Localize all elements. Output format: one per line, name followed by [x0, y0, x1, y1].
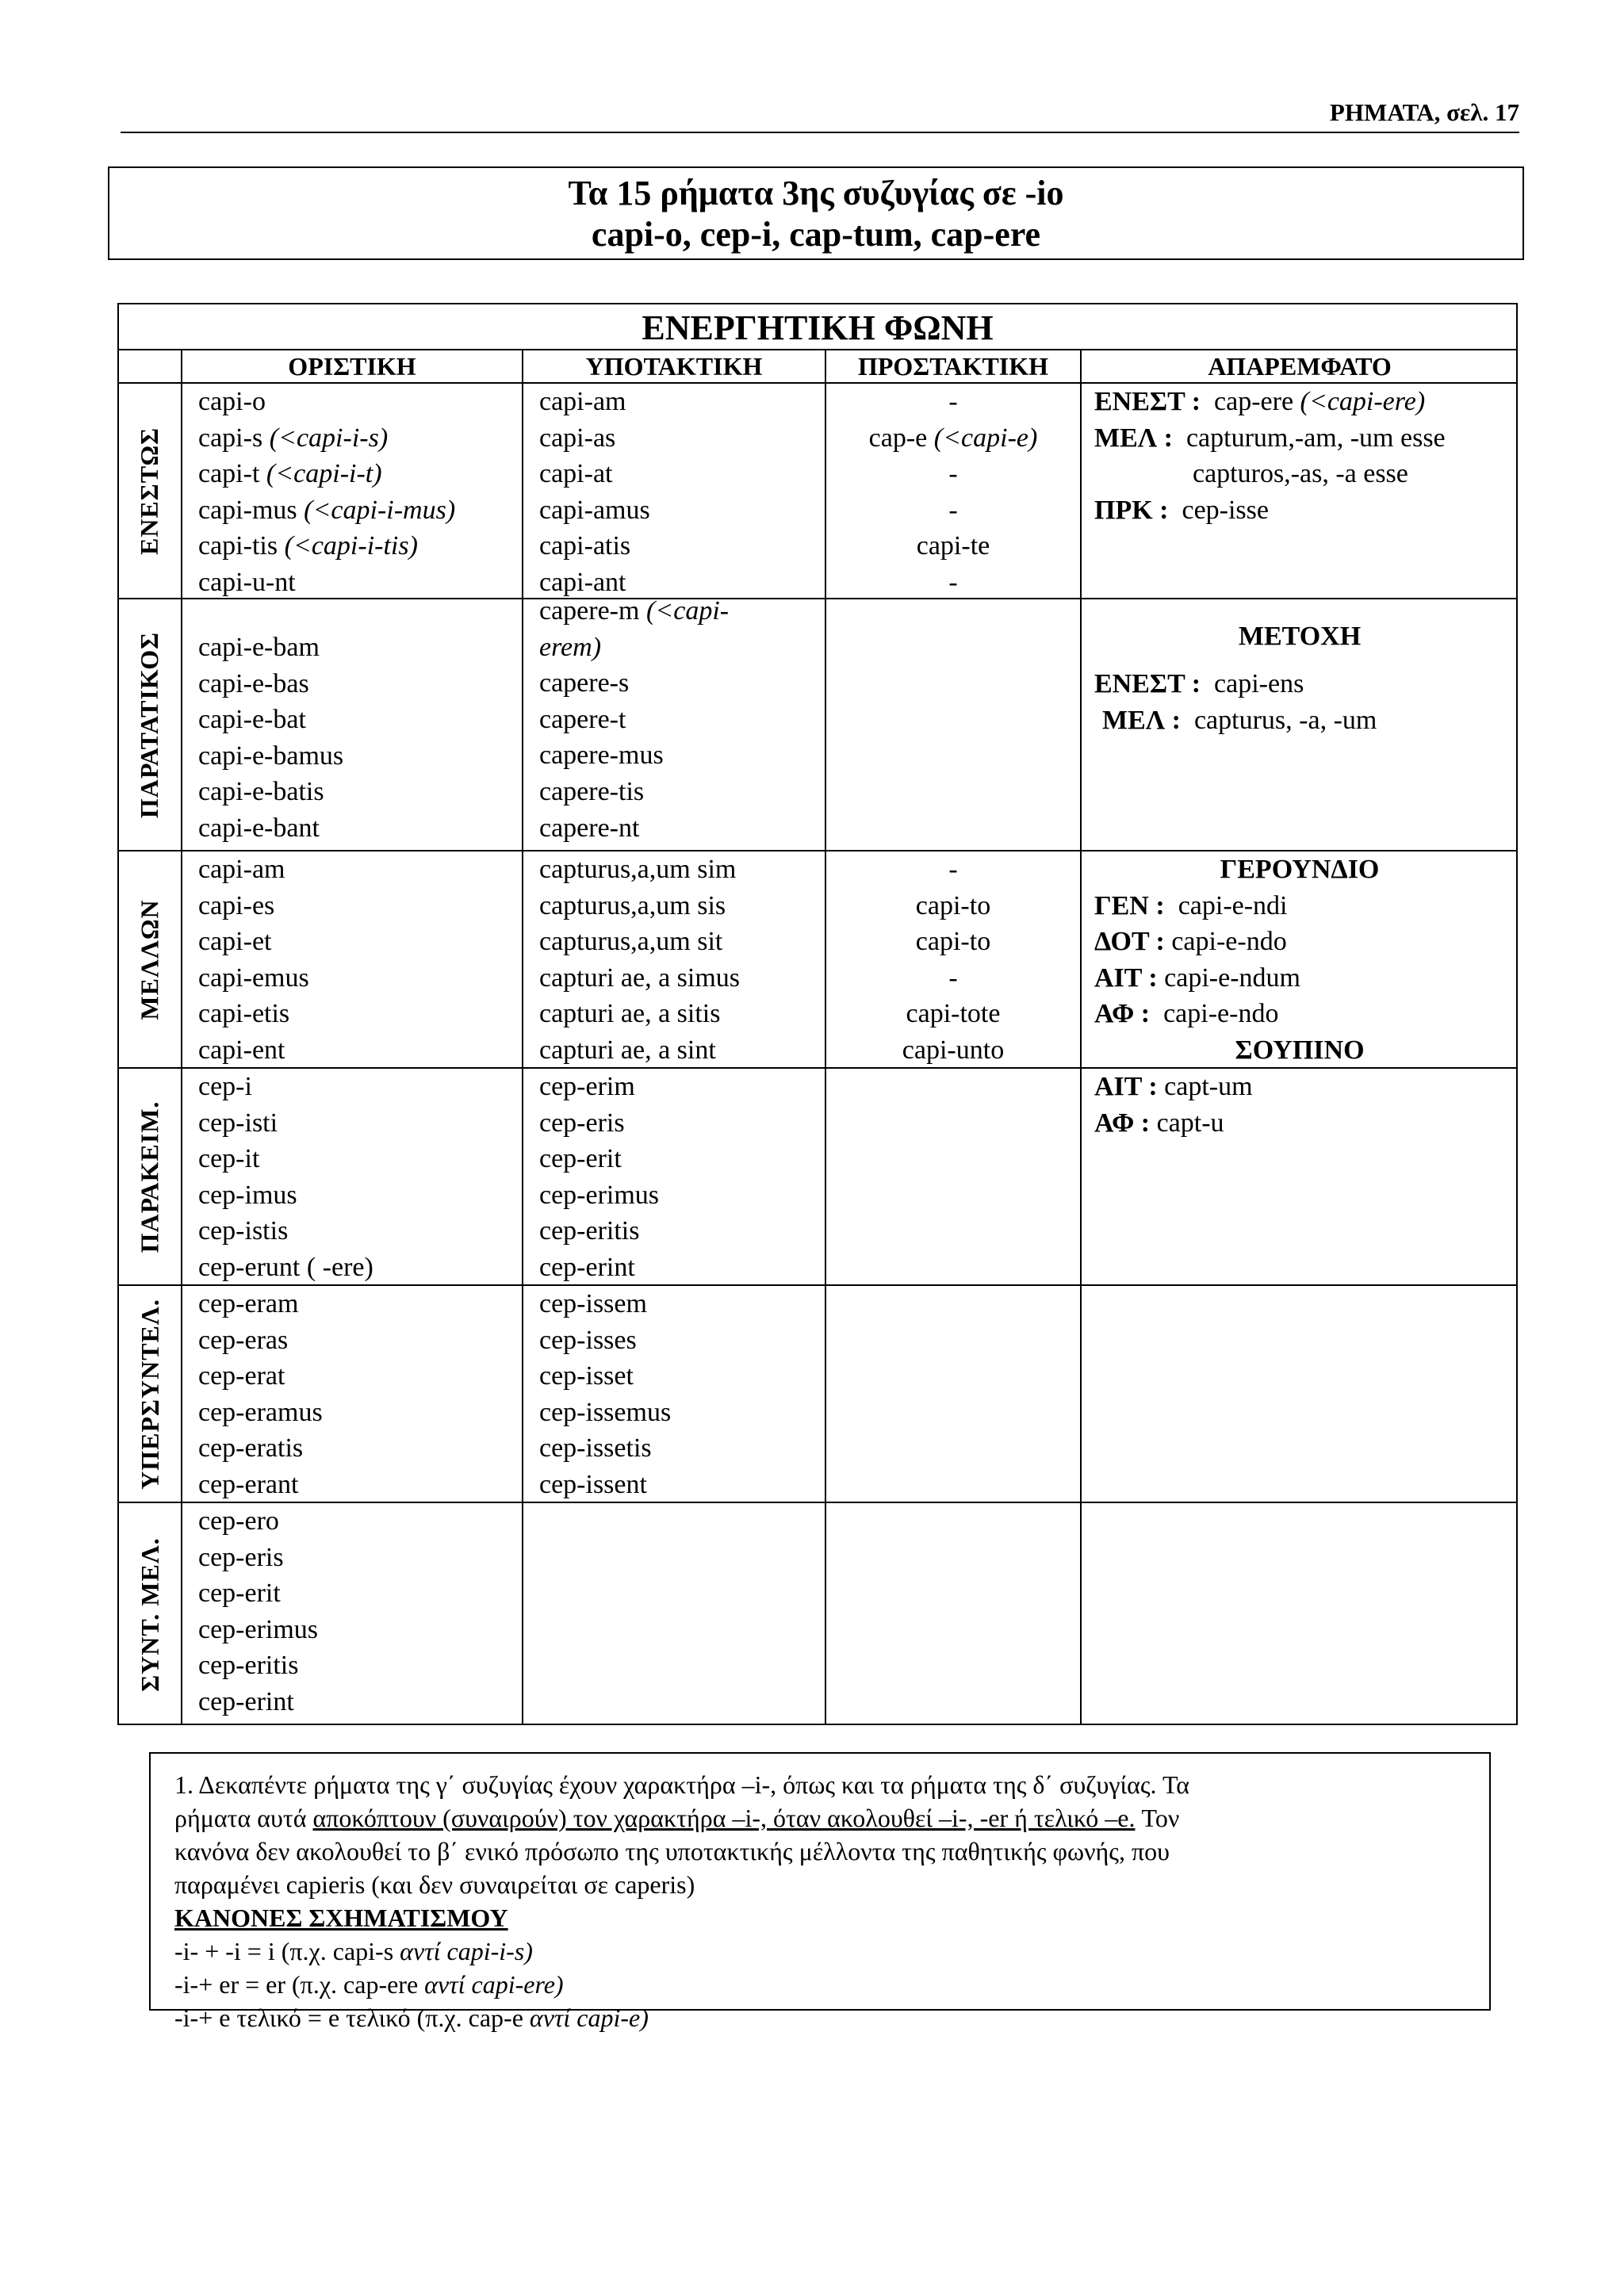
rule-line: -i- + -i = i (π.χ. capi-s αντί capi-i-s)	[174, 1937, 533, 1965]
form-line: capi-e-bamus	[198, 740, 344, 771]
present-subjunctive-cell	[539, 384, 650, 601]
form-line: cep-issem	[539, 1289, 647, 1318]
supine-ablative: ΑΦ : capt-u	[1094, 1108, 1224, 1138]
form-line: cep-eram	[198, 1289, 299, 1318]
form-line: cep-erim	[539, 1072, 635, 1101]
form-line: cep-issetis	[539, 1433, 652, 1464]
notes-box	[149, 1752, 1491, 2032]
form-line: cep-erimus	[198, 1614, 319, 1644]
pluperfect-subjunctive-cell	[539, 1286, 671, 1503]
present-indicative-cell	[198, 384, 455, 601]
form-line: capi-e-bat	[198, 705, 306, 735]
gerund-cell	[1094, 888, 1300, 1032]
form-line: capi-am	[539, 387, 626, 416]
form-line: capi-etis	[198, 999, 290, 1029]
column-divider	[181, 349, 182, 1724]
form-line: cep-erint	[539, 1252, 635, 1282]
form-line: cep-isset	[539, 1361, 634, 1391]
form-line: cep-eritis	[539, 1216, 640, 1246]
form-line: cep-eris	[539, 1108, 625, 1138]
perfect-subjunctive-cell	[539, 1069, 659, 1286]
form-line: cap-e (<capi-e)	[868, 423, 1038, 453]
gerund-ablative: ΑΦ : capi-e-ndo	[1094, 999, 1279, 1029]
page-header-label: ΡΗΜΑΤΑ, σελ. 17	[1329, 98, 1519, 126]
form-line: cep-issemus	[539, 1397, 672, 1427]
form-line: capturus,a,um sim	[539, 855, 737, 884]
present-imperative-cell	[826, 384, 1080, 601]
voice-title: ΕΝΕΡΓΗΤΙΚΗ ΦΩΝΗ	[642, 308, 994, 347]
form-line: capi-u-nt	[198, 567, 296, 597]
column-header-subjunctive: ΥΠΟΤΑΚΤΙΚΗ	[585, 352, 763, 381]
form-line: cep-ero	[198, 1506, 279, 1536]
form-line: cep-i	[198, 1072, 252, 1101]
form-line: capi-et	[198, 927, 272, 957]
note-line: 1. Δεκαπέντε ρήματα της γ΄ συζυγίας έχουν χαρακτήρα –i-, όπως και τα ρήματα της δ΄ συζυγίας. Τα	[174, 1770, 1190, 1799]
form-line: capi-tote	[906, 999, 1001, 1029]
perfect-indicative-cell	[198, 1069, 373, 1286]
gerund-accusative: ΑΙΤ : capi-e-ndum	[1094, 962, 1300, 993]
form-line: capi-atis	[539, 531, 631, 561]
infinitive-present: ΕΝΕΣΤ : cap-ere (<capi-ere)	[1094, 387, 1426, 416]
participle-heading: ΜΕΤΟΧΗ	[1238, 622, 1362, 651]
rule-line: -i-+ e τελικό = e τελικό (π.χ. cap-e αντί capi-e)	[174, 2003, 649, 2032]
header-divider	[121, 132, 1519, 133]
pluperfect-indicative-cell	[198, 1286, 323, 1503]
row-label-present: ΕΝΕΣΤΩΣ	[135, 427, 164, 555]
form-line: cep-isses	[539, 1325, 637, 1355]
form-line: capi-at	[539, 459, 613, 489]
imperfect-indicative-cell	[198, 629, 343, 847]
form-line: capi-e-bas	[198, 668, 309, 698]
form-line: capturi ae, a sint	[539, 1035, 716, 1065]
form-line: cep-eritis	[198, 1651, 299, 1681]
form-line: capturi ae, a sitis	[539, 999, 721, 1029]
supine-heading: ΣΟΥΠΙΝΟ	[1235, 1035, 1365, 1065]
note-line: παραμένει capieris (και δεν συναιρείται σε caperis)	[174, 1870, 695, 1899]
participle-cell	[1094, 666, 1377, 738]
form-line: capturus,a,um sis	[539, 890, 726, 920]
row-label-perfect: ΠΑΡΑΚΕΙΜ.	[135, 1100, 164, 1253]
form-line: capi-ant	[539, 567, 626, 597]
form-line: -	[948, 855, 958, 884]
form-line: cep-eramus	[198, 1397, 323, 1427]
form-line: capi-amus	[539, 495, 650, 525]
form-line: capi-e-batis	[198, 777, 324, 807]
rules-heading: ΚΑΝΟΝΕΣ ΣΧΗΜΑΤΙΣΜΟΥ	[174, 1904, 508, 1932]
form-line: cep-erunt ( -ere)	[198, 1252, 373, 1282]
form-line: capi-mus (<capi-i-mus)	[198, 495, 456, 525]
gerund-dative: ΔΟΤ : capi-e-ndo	[1094, 927, 1287, 957]
form-line: cep-eris	[198, 1542, 284, 1572]
form-line: cep-eratis	[198, 1433, 304, 1464]
form-line: cep-erit	[539, 1144, 622, 1174]
form-line: capi-to	[915, 927, 991, 957]
form-line: erem)	[539, 632, 602, 662]
column-header-indicative: ΟΡΙΣΤΙΚΗ	[288, 352, 416, 381]
form-line: capi-to	[915, 890, 991, 920]
participle-future: ΜΕΛ : capturus, -a, -um	[1102, 705, 1377, 735]
form-line: -	[948, 387, 958, 416]
form-line: -	[948, 495, 958, 525]
row-label-future-perfect: ΣΥΝΤ. ΜΕΛ.	[135, 1536, 164, 1692]
imperfect-subjunctive-cell	[539, 593, 729, 846]
form-line: -	[948, 567, 958, 597]
form-line: -	[948, 459, 958, 489]
row-label-future: ΜΕΛΛΩΝ	[135, 898, 164, 1020]
conjugation-table	[117, 303, 1518, 1725]
title-line-1: Τα 15 ρήματα 3ης συζυγίας σε -io	[568, 174, 1064, 212]
form-line: capi-unto	[902, 1035, 1005, 1065]
form-line: capere-s	[539, 668, 630, 698]
title-box	[108, 166, 1524, 260]
form-line: capi-s (<capi-i-s)	[198, 423, 389, 453]
infinitive-future: ΜΕΛ : capturum,-am, -um esse	[1094, 423, 1446, 453]
form-line: cep-erat	[198, 1361, 285, 1391]
gerund-heading: ΓΕΡΟΥΝΔΙΟ	[1220, 855, 1380, 884]
form-line: capi-am	[198, 855, 285, 884]
form-line: capi-e-bant	[198, 813, 320, 843]
form-line: capere-m (<capi-	[539, 596, 730, 626]
infinitive-future-plural: capturos,-as, -a esse	[1193, 459, 1408, 489]
column-divider	[522, 349, 523, 1724]
form-line: capere-nt	[539, 813, 640, 843]
row-label-imperfect: ΠΑΡΑΤΑΤΙΚΟΣ	[135, 631, 164, 818]
future-perfect-indicative-cell	[198, 1503, 318, 1720]
supine-cell	[1094, 1069, 1253, 1141]
future-indicative-cell	[198, 851, 309, 1069]
form-line: capi-tis (<capi-i-tis)	[198, 531, 418, 561]
column-header-infinitive: ΑΠΑΡΕΜΦΑΤΟ	[1208, 352, 1392, 381]
form-line: cep-issent	[539, 1469, 647, 1499]
form-line: cep-erant	[198, 1469, 299, 1499]
form-line: capere-mus	[539, 740, 664, 771]
form-line: capere-tis	[539, 776, 645, 806]
title-line-2: capi-o, cep-i, cap-tum, cap-ere	[591, 215, 1041, 254]
note-line: ρήματα αυτά αποκόπτουν (συναιρούν) τον χαρακτήρα –i-, όταν ακολουθεί –i-, -er ή τελικό –e. Τον	[174, 1804, 1180, 1832]
form-line: capi-e-bam	[198, 633, 320, 662]
form-line: cep-it	[198, 1144, 260, 1174]
form-line: capi-as	[539, 423, 616, 453]
form-line: capi-emus	[198, 962, 309, 993]
rule-line: -i-+ er = er (π.χ. cap-ere αντί capi-ere)	[174, 1970, 564, 1999]
form-line: cep-erimus	[539, 1180, 660, 1210]
table-divider	[119, 1502, 1516, 1503]
form-line: capi-t (<capi-i-t)	[198, 459, 382, 489]
form-line: capere-t	[539, 704, 626, 734]
form-line: cep-eras	[198, 1325, 289, 1355]
form-line: capi-ent	[198, 1035, 285, 1065]
supine-accusative: ΑΙΤ : capt-um	[1094, 1072, 1253, 1101]
form-line: cep-imus	[198, 1180, 297, 1210]
form-line: capturi ae, a simus	[539, 962, 741, 993]
participle-present: ΕΝΕΣΤ : capi-ens	[1094, 669, 1304, 698]
form-line: capi-es	[198, 890, 275, 920]
form-line: -	[948, 962, 958, 993]
gerund-genitive: ΓΕΝ : capi-e-ndi	[1094, 890, 1288, 920]
future-subjunctive-cell	[539, 851, 740, 1069]
infinitive-perfect: ΠΡΚ : cep-isse	[1094, 495, 1269, 525]
form-line: cep-erint	[198, 1686, 294, 1716]
note-line: κανόνα δεν ακολουθεί το β΄ ενικό πρόσωπο της υποτακτικής μέλλοντα της παθητικής φωνής, που	[174, 1837, 1170, 1866]
future-imperative-cell	[826, 851, 1080, 1069]
form-line: capturus,a,um sit	[539, 927, 723, 957]
form-line: cep-isti	[198, 1108, 278, 1138]
form-line: capi-o	[198, 387, 266, 416]
column-header-imperative: ΠΡΟΣΤΑΚΤΙΚΗ	[857, 352, 1049, 381]
infinitive-cell	[1094, 384, 1446, 528]
row-label-pluperfect: ΥΠΕΡΣΥΝΤΕΛ.	[135, 1298, 164, 1490]
form-line: cep-erit	[198, 1578, 281, 1609]
form-line: capi-te	[916, 531, 990, 561]
form-line: cep-istis	[198, 1216, 289, 1246]
